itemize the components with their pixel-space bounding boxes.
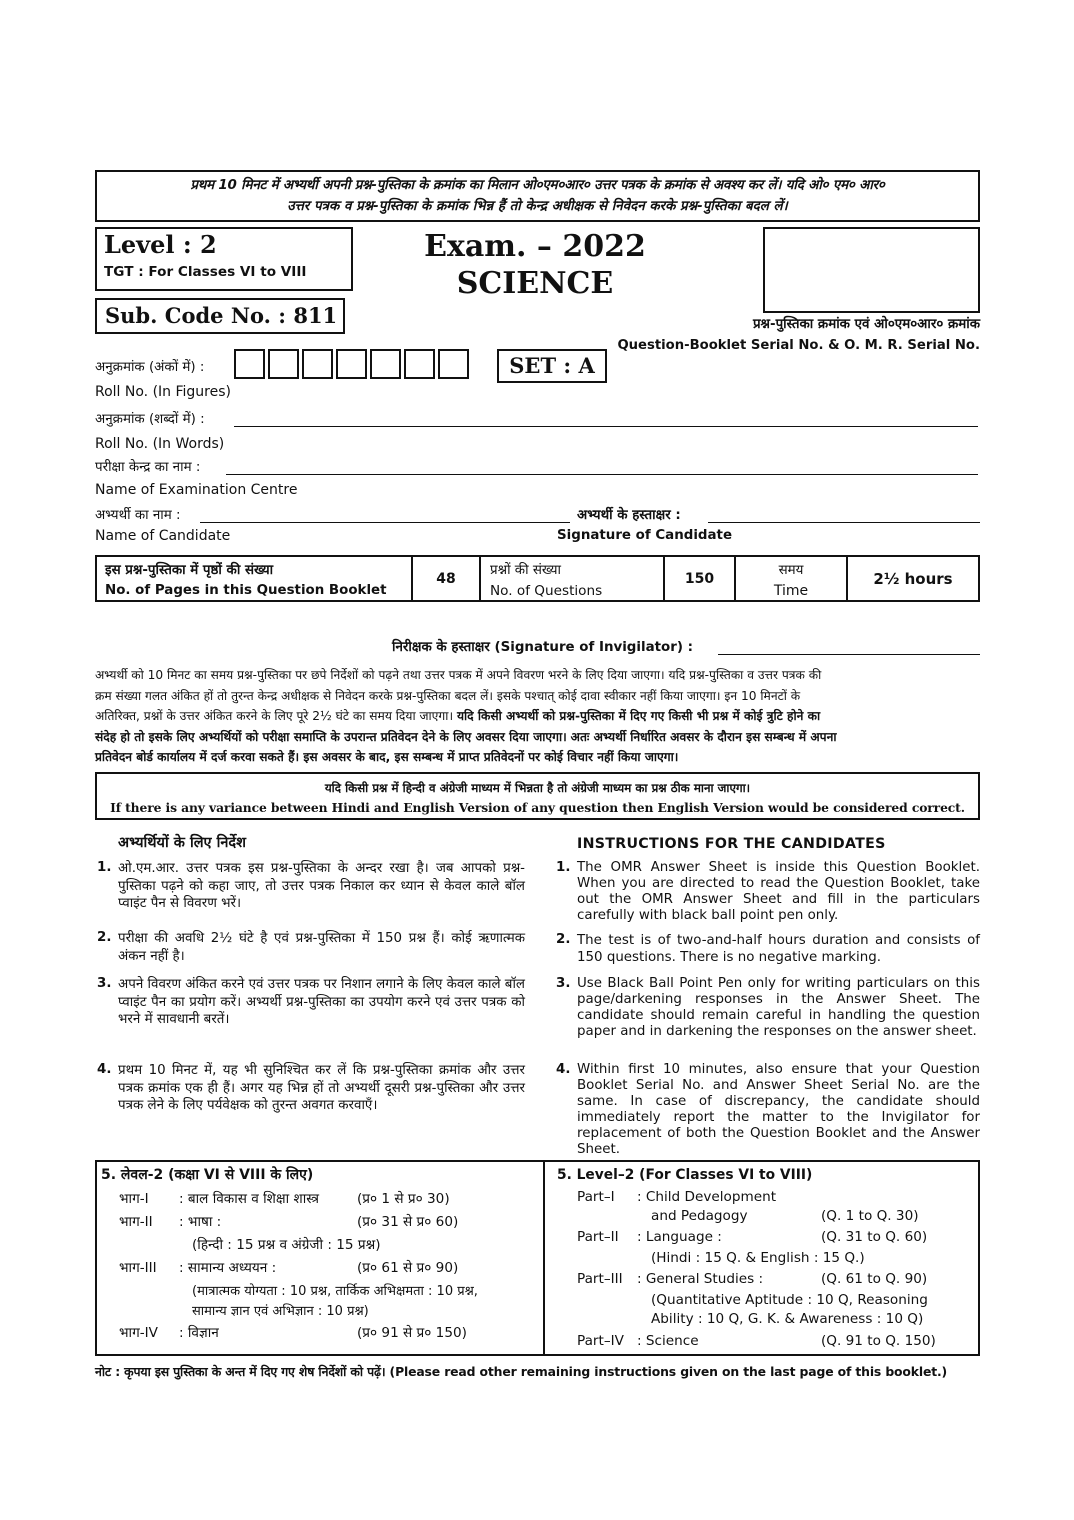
invigilator-line[interactable]: [718, 654, 980, 655]
level-en-heading: 5. Level–2 (For Classes VI to VIII): [557, 1167, 813, 1183]
info-cell-questions-value: [665, 557, 736, 600]
level-title: Level : 2: [104, 230, 217, 259]
para-line-4a: संदेह हो तो इसके लिए अभ्यर्थियों को परीक्षा समाप्ति के उपरान्त प्रतिवेदन देने के लिए अवसर दिया जाएगा।: [95, 729, 567, 744]
level-en-p3-note-1: (Quantitative Aptitude : 10 Q, Reasoning: [651, 1292, 928, 1308]
name-label-english: Name of Candidate: [95, 528, 231, 544]
serial-label-hindi: प्रश्न-पुस्तिका क्रमांक एवं ओ०एम०आर० क्रमांक: [752, 317, 980, 332]
top-notice-box: [95, 170, 980, 222]
questions-label-hindi: प्रश्नों की संख्या: [490, 563, 561, 578]
questions-label-english: No. of Questions: [490, 583, 603, 599]
signature-label-english: Signature of Candidate: [557, 528, 733, 543]
instruction-en-4: 4. Within first 10 minutes, also ensure that your Question Booklet Serial No. and Answer Sheet Serial No. are the same. In case of discrepancy, the candidate should immediately report the matter to the Invigilator for replacement of both the Question Booklet and the Answer Sheet.: [556, 1062, 980, 1157]
time-label-english: Time: [773, 583, 809, 599]
roll-words-line[interactable]: [234, 426, 978, 427]
para-line-4b: अतः अभ्यर्थी निर्धारित अवसर के दौरान इस सम्बन्ध में अपना: [570, 729, 837, 744]
level-en-p3-label: Part–III: [577, 1271, 623, 1287]
time-label-hindi: समय: [778, 563, 804, 578]
level-hi-heading: 5. लेवल-2 (कक्षा VI से VIII के लिए): [101, 1167, 314, 1183]
name-line[interactable]: [200, 522, 570, 523]
para-line-5: प्रतिवेदन बोर्ड कार्यालय में दर्ज करवा सकते हैं। इस अवसर के बाद, इस सम्बन्ध में प्राप्त प्रतिवेदनों पर कोई विचार नहीं किया जाएगा।: [95, 750, 679, 764]
serial-number-box: [763, 227, 980, 313]
info-cell-time-label: [736, 557, 848, 600]
instruction-en-3: 3. Use Black Ball Point Pen only for writing particulars on this page/darkening responses in the Answer Sheet. The candidate should remain careful in handling the question paper and in darkening the responses on the answer sheet.: [556, 976, 980, 1039]
serial-label-english: Question-Booklet Serial No. & O. M. R. Serial No.: [617, 338, 980, 353]
level-hi-p3-note-2: सामान्य ज्ञान एवं अभिज्ञान : 10 प्रश्न): [192, 1304, 369, 1319]
exam-subject: SCIENCE: [456, 266, 614, 301]
level-en-p3-note-2: Ability : 10 Q, G. K. & Awareness : 10 Q): [651, 1311, 924, 1327]
level-en-p2-range: (Q. 31 to Q. 60): [821, 1229, 928, 1245]
variance-box: [95, 772, 980, 820]
info-cell-pages-label: [97, 557, 413, 600]
level-en-p2-name: : Language :: [637, 1229, 722, 1245]
roll-figures-label-english: Roll No. (In Figures): [95, 384, 232, 400]
level-hi-p1-label: भाग-I: [119, 1191, 149, 1207]
level-en-p1-range: (Q. 1 to Q. 30): [821, 1208, 919, 1224]
signature-label-hindi: अभ्यर्थी के हस्ताक्षर :: [577, 508, 681, 523]
roll-digit-box[interactable]: [438, 349, 469, 379]
info-cell-questions-label: [481, 557, 665, 600]
roll-digit-box[interactable]: [370, 349, 401, 379]
centre-line[interactable]: [226, 474, 978, 475]
exam-title: Exam. – 2022: [424, 229, 646, 264]
hindi-instructions-paragraph: [95, 665, 980, 768]
level-hi-p3-range: (प्र० 61 से प्र० 90): [357, 1260, 459, 1276]
info-cell-pages-value: [413, 557, 481, 600]
roll-figures-label-hindi: अनुक्रमांक (अंकों में) :: [95, 360, 205, 375]
level-en-p1-name: : Child Development: [637, 1189, 777, 1205]
level-en-p3-range: (Q. 61 to Q. 90): [821, 1271, 928, 1287]
level-en-p4-name: : Science: [637, 1333, 699, 1349]
roll-figures-boxes[interactable]: [234, 349, 470, 381]
level-en-p2-label: Part–II: [577, 1229, 619, 1245]
level-hi-p4-name: : विज्ञान: [179, 1325, 219, 1341]
instructions-heading-english: INSTRUCTIONS FOR THE CANDIDATES: [577, 836, 886, 852]
para-line-3: [95, 706, 980, 727]
instruction-hi-4: 4. प्रथम 10 मिनट में, यह भी सुनिश्चित कर लें कि प्रश्न-पुस्तिका क्रमांक और उत्तर पत्रक क्रमांक एक ही हैं। अगर यह भिन्न हों तो अभ्यर्थी दूसरी प्रश्न-पुस्तिका और उत्तर पत्रक लेने के लिए पर्यवेक्षक को तुरन्त अवगत करवाएँ।: [97, 1062, 525, 1113]
footer-note: नोट : कृपया इस पुस्तिका के अन्त में दिए गए शेष निर्देशों को पढ़ें। (Please read other remaining instructions given on the last page of this booklet.): [95, 1364, 948, 1379]
instruction-hi-1: 1. ओ.एम.आर. उत्तर पत्रक इस प्रश्न-पुस्तिका के अन्दर रखा है। जब आपको प्रश्न-पुस्तिका पढ़ने को कहा जाए, तो उत्तर पत्रक निकाल कर ध्यान से केवल काले बॉल प्वाइंट पैन से विवरण भरें।: [97, 860, 525, 911]
instructions-heading-hindi: अभ्यर्थियों के लिए निर्देश: [118, 835, 246, 851]
time-value: 2½ hours: [873, 570, 953, 588]
level-en-p1-name-2: and Pedagogy: [651, 1208, 748, 1224]
para-line-3b: यदि किसी अभ्यर्थी को प्रश्न-पुस्तिका में दिए गए किसी भी प्रश्न में कोई त्रुटि होने का: [456, 709, 821, 723]
level-subtitle: TGT : For Classes VI to VIII: [104, 264, 307, 280]
level-en-p4-range: (Q. 91 to Q. 150): [821, 1333, 936, 1349]
top-notice-line-2: उत्तर पत्रक व प्रश्न-पुस्तिका के क्रमांक भिन्न हैं तो केन्द्र अधीक्षक से निवेदन करके प्रश्न-पुस्तिका बदल लें।: [287, 199, 788, 214]
level-hi-p2-note: (हिन्दी : 15 प्रश्न व अंग्रेजी : 15 प्रश्न): [192, 1237, 381, 1253]
invigilator-label: निरीक्षक के हस्ताक्षर (Signature of Invigilator) :: [392, 640, 693, 655]
level-en-p3-name: : General Studies :: [637, 1271, 764, 1287]
level-hi-p4-range: (प्र० 91 से प्र० 150): [357, 1325, 467, 1341]
roll-digit-box[interactable]: [268, 349, 299, 379]
name-label-hindi: अभ्यर्थी का नाम :: [95, 508, 181, 523]
instruction-hi-2: 2. परीक्षा की अवधि 2½ घंटे है एवं प्रश्न-पुस्तिका में 150 प्रश्न हैं। कोई ऋणात्मक अंकन नहीं है।: [97, 930, 525, 964]
level-hi-p2-label: भाग-II: [119, 1214, 153, 1230]
level-en-p4-label: Part–IV: [577, 1333, 624, 1349]
instruction-hi-3: 3. अपने विवरण अंकित करने एवं उत्तर पत्रक पर निशान लगाने के लिए केवल काले बॉल प्वाइंट पैन का प्रयोग करें। अभ्यर्थी प्रश्न-पुस्तिका का उपयोग करने एवं उत्तर पत्रक को भरने में सावधानी बरतें।: [97, 976, 525, 1027]
level-hi-p1-name: : बाल विकास व शिक्षा शास्त्र: [179, 1191, 320, 1207]
para-line-1: अभ्यर्थी को 10 मिनट का समय प्रश्न-पुस्तिका पर छपे निर्देशों को पढ़ने तथा उत्तर पत्रक में अपने विवरण भरने के लिए दिया जाएगा। यदि प्रश्न-पुस्तिका व उत्तर पत्रक की: [95, 668, 822, 682]
level-hi-p2-name: : भाषा :: [179, 1214, 222, 1230]
level-hi-p1-range: (प्र० 1 से प्र० 30): [357, 1191, 450, 1207]
centre-label-hindi: परीक्षा केन्द्र का नाम :: [95, 460, 201, 475]
roll-digit-box[interactable]: [234, 349, 265, 379]
set-box: [497, 349, 607, 383]
level-box: [95, 227, 353, 291]
roll-words-label-hindi: अनुक्रमांक (शब्दों में) :: [95, 412, 205, 427]
signature-line[interactable]: [708, 522, 980, 523]
para-line-4: [95, 727, 980, 748]
sub-code: Sub. Code No. : 811: [105, 303, 338, 328]
level-hi-p3-note-1: (मात्रात्मक योग्यता : 10 प्रश्न, तार्किक अभिक्षमता : 10 प्रश्न,: [192, 1284, 478, 1299]
para-line-2: क्रम संख्या गलत अंकित हों तो तुरन्त केन्द्र अधीक्षक से निवेदन करके प्रश्न-पुस्तिका बदल लें। इसके पश्चात् कोई दावा स्वीकार नहीं किया जाएगा। इन 10 मिनटों के: [95, 688, 801, 703]
pages-value: 48: [436, 571, 456, 587]
level-en-p2-note: (Hindi : 15 Q. & English : 15 Q.): [651, 1250, 865, 1266]
pages-label-hindi: इस प्रश्न-पुस्तिका में पृष्ठों की संख्या: [105, 563, 274, 578]
roll-digit-box[interactable]: [336, 349, 367, 379]
questions-value: 150: [684, 571, 715, 587]
variance-english: If there is any variance between Hindi and English Version of any question then English Version would be considered correct.: [110, 800, 965, 815]
level-hi-p3-name: : सामान्य अध्ययन :: [179, 1260, 277, 1276]
sub-code-box: [95, 298, 345, 334]
level-parts-box: [95, 1160, 980, 1356]
set-label: SET : A: [509, 353, 595, 378]
info-table: [95, 555, 980, 602]
centre-label-english: Name of Examination Centre: [95, 482, 298, 498]
level-hi-p3-label: भाग-III: [119, 1260, 157, 1276]
instruction-en-2: 2. The test is of two-and-half hours duration and consists of 150 questions. There is no negative marking.: [556, 932, 980, 965]
level-parts-divider: [543, 1162, 545, 1354]
roll-words-label-english: Roll No. (In Words): [95, 436, 225, 452]
level-en-p1-label: Part–I: [577, 1189, 615, 1205]
roll-digit-box[interactable]: [404, 349, 435, 379]
para-line-3a: अतिरिक्त, प्रश्नों के उत्तर अंकित करने के लिए पूरे 2½ घंटे का समय दिया जाएगा।: [95, 709, 454, 723]
info-cell-time-value: [848, 557, 978, 600]
top-notice-line-1: प्रथम 10 मिनट में अभ्यर्थी अपनी प्रश्न-पुस्तिका के क्रमांक का मिलान ओ०एम०आर० उत्तर पत्रक के क्रमांक से अवश्य कर लें। यदि ओ० एम० आर०: [190, 178, 885, 193]
instruction-en-1: 1. The OMR Answer Sheet is inside this Question Booklet. When you are directed to read the Question Booklet, take out the OMR Answer Sheet and fill in the particulars carefully with black ball point pen only.: [556, 860, 980, 923]
pages-label-english: No. of Pages in this Question Booklet: [105, 583, 387, 598]
roll-digit-box[interactable]: [302, 349, 333, 379]
level-hi-p2-range: (प्र० 31 से प्र० 60): [357, 1214, 459, 1230]
level-hi-p4-label: भाग-IV: [119, 1325, 158, 1341]
variance-hindi: यदि किसी प्रश्न में हिन्दी व अंग्रेजी माध्यम में भिन्नता है तो अंग्रेजी माध्यम का प्रश्न ठीक माना जाएगा।: [324, 781, 751, 795]
